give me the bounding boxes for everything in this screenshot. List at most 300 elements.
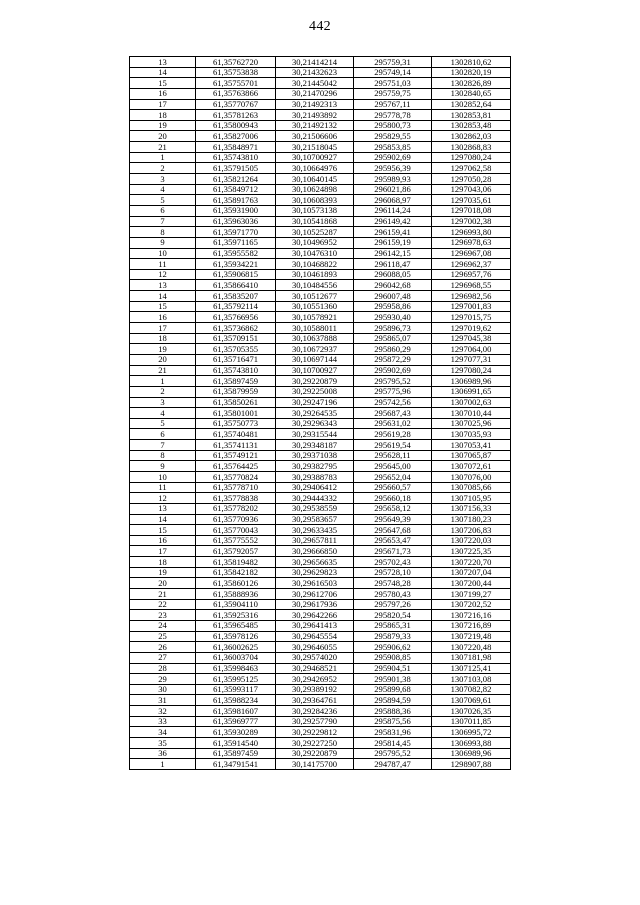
x-coordinate-cell: 295904,51 [354, 663, 432, 674]
y-coordinate-cell: 1307072,61 [432, 461, 511, 472]
x-coordinate-cell: 295649,39 [354, 514, 432, 525]
x-coordinate-cell: 295619,28 [354, 429, 432, 440]
latitude-cell: 61,35801001 [196, 408, 276, 419]
table-row [130, 78, 511, 89]
longitude-cell: 30,10700927 [276, 152, 354, 163]
y-coordinate-cell: 1306989,96 [432, 748, 511, 759]
longitude-cell: 30,29229812 [276, 727, 354, 738]
x-coordinate-cell: 295780,43 [354, 589, 432, 600]
longitude-cell: 30,29371038 [276, 450, 354, 461]
longitude-cell: 30,29666850 [276, 546, 354, 557]
table-row [130, 354, 511, 365]
point-number-cell: 12 [130, 269, 196, 280]
x-coordinate-cell: 295749,14 [354, 67, 432, 78]
x-coordinate-cell: 295797,26 [354, 599, 432, 610]
latitude-cell: 61,35778710 [196, 482, 276, 493]
y-coordinate-cell: 1307002,63 [432, 397, 511, 408]
longitude-cell: 30,29296343 [276, 418, 354, 429]
x-coordinate-cell: 295829,55 [354, 131, 432, 142]
y-coordinate-cell: 1302862,03 [432, 131, 511, 142]
latitude-cell: 61,35775552 [196, 535, 276, 546]
y-coordinate-cell: 1297050,28 [432, 174, 511, 185]
x-coordinate-cell: 296159,19 [354, 237, 432, 248]
longitude-cell: 30,29225008 [276, 386, 354, 397]
x-coordinate-cell: 295652,04 [354, 471, 432, 482]
point-number-cell: 12 [130, 493, 196, 504]
longitude-cell: 30,10551360 [276, 301, 354, 312]
x-coordinate-cell: 296149,42 [354, 216, 432, 227]
y-coordinate-cell: 1297080,24 [432, 152, 511, 163]
latitude-cell: 61,35993117 [196, 684, 276, 695]
y-coordinate-cell: 1307026,35 [432, 706, 511, 717]
point-number-cell: 5 [130, 418, 196, 429]
point-number-cell: 6 [130, 205, 196, 216]
y-coordinate-cell: 1302868,83 [432, 142, 511, 153]
latitude-cell: 61,35835207 [196, 291, 276, 302]
y-coordinate-cell: 1297002,38 [432, 216, 511, 227]
x-coordinate-cell: 295728,10 [354, 567, 432, 578]
point-number-cell: 15 [130, 78, 196, 89]
longitude-cell: 30,10608393 [276, 195, 354, 206]
latitude-cell: 61,35755701 [196, 78, 276, 89]
table-row [130, 365, 511, 376]
latitude-cell: 61,35736862 [196, 323, 276, 334]
y-coordinate-cell: 1307076,00 [432, 471, 511, 482]
point-number-cell: 19 [130, 344, 196, 355]
table-row [130, 440, 511, 451]
table-row [130, 259, 511, 270]
latitude-cell: 61,35749121 [196, 450, 276, 461]
y-coordinate-cell: 1296962,37 [432, 259, 511, 270]
y-coordinate-cell: 1297015,75 [432, 312, 511, 323]
longitude-cell: 30,29616503 [276, 578, 354, 589]
longitude-cell: 30,29382795 [276, 461, 354, 472]
longitude-cell: 30,29220879 [276, 748, 354, 759]
latitude-cell: 61,35850261 [196, 397, 276, 408]
latitude-cell: 61,35770936 [196, 514, 276, 525]
table-row [130, 291, 511, 302]
table-row [130, 418, 511, 429]
table-row [130, 163, 511, 174]
longitude-cell: 30,10578921 [276, 312, 354, 323]
table-row [130, 67, 511, 78]
latitude-cell: 61,35995125 [196, 674, 276, 685]
table-row [130, 727, 511, 738]
y-coordinate-cell: 1307181,98 [432, 652, 511, 663]
longitude-cell: 30,29389192 [276, 684, 354, 695]
point-number-cell: 35 [130, 738, 196, 749]
point-number-cell: 16 [130, 535, 196, 546]
table-row [130, 503, 511, 514]
x-coordinate-cell: 295660,57 [354, 482, 432, 493]
latitude-cell: 61,35763866 [196, 88, 276, 99]
table-row [130, 525, 511, 536]
table-row [130, 312, 511, 323]
table-row [130, 301, 511, 312]
longitude-cell: 30,29642266 [276, 610, 354, 621]
y-coordinate-cell: 1307220,03 [432, 535, 511, 546]
longitude-cell: 30,10573138 [276, 205, 354, 216]
y-coordinate-cell: 1307156,33 [432, 503, 511, 514]
y-coordinate-cell: 1307216,89 [432, 620, 511, 631]
y-coordinate-cell: 1306991,65 [432, 386, 511, 397]
table-row [130, 280, 511, 291]
table-row [130, 620, 511, 631]
longitude-cell: 30,29657811 [276, 535, 354, 546]
latitude-cell: 61,36003704 [196, 652, 276, 663]
table-row [130, 759, 511, 770]
x-coordinate-cell: 295660,18 [354, 493, 432, 504]
latitude-cell: 61,35740481 [196, 429, 276, 440]
longitude-cell: 30,14175700 [276, 759, 354, 770]
longitude-cell: 30,10461893 [276, 269, 354, 280]
point-number-cell: 25 [130, 631, 196, 642]
latitude-cell: 61,35971165 [196, 237, 276, 248]
y-coordinate-cell: 1296957,76 [432, 269, 511, 280]
longitude-cell: 30,10484556 [276, 280, 354, 291]
y-coordinate-cell: 1302853,48 [432, 120, 511, 131]
y-coordinate-cell: 1306989,96 [432, 376, 511, 387]
longitude-cell: 30,29641413 [276, 620, 354, 631]
longitude-cell: 30,10476310 [276, 248, 354, 259]
table-row [130, 333, 511, 344]
x-coordinate-cell: 295795,52 [354, 376, 432, 387]
latitude-cell: 61,35753838 [196, 67, 276, 78]
latitude-cell: 61,35764425 [196, 461, 276, 472]
longitude-cell: 30,29574020 [276, 652, 354, 663]
table-row [130, 738, 511, 749]
longitude-cell: 30,29629823 [276, 567, 354, 578]
y-coordinate-cell: 1307053,41 [432, 440, 511, 451]
point-number-cell: 1 [130, 376, 196, 387]
x-coordinate-cell: 295619,54 [354, 440, 432, 451]
latitude-cell: 61,35778838 [196, 493, 276, 504]
longitude-cell: 30,21445042 [276, 78, 354, 89]
y-coordinate-cell: 1307216,16 [432, 610, 511, 621]
latitude-cell: 61,35981607 [196, 706, 276, 717]
latitude-cell: 61,35792114 [196, 301, 276, 312]
y-coordinate-cell: 1307225,35 [432, 546, 511, 557]
page-number: 442 [309, 19, 331, 34]
longitude-cell: 30,29364761 [276, 695, 354, 706]
latitude-cell: 61,35969777 [196, 716, 276, 727]
longitude-cell: 30,10672937 [276, 344, 354, 355]
latitude-cell: 61,35770767 [196, 99, 276, 110]
point-number-cell: 1 [130, 152, 196, 163]
y-coordinate-cell: 1302810,62 [432, 57, 511, 68]
table-row [130, 695, 511, 706]
point-number-cell: 18 [130, 333, 196, 344]
x-coordinate-cell: 295647,68 [354, 525, 432, 536]
point-number-cell: 13 [130, 280, 196, 291]
table-row [130, 599, 511, 610]
longitude-cell: 30,29426952 [276, 674, 354, 685]
x-coordinate-cell: 295631,02 [354, 418, 432, 429]
latitude-cell: 61,35770824 [196, 471, 276, 482]
latitude-cell: 61,35914540 [196, 738, 276, 749]
y-coordinate-cell: 1297062,58 [432, 163, 511, 174]
y-coordinate-cell: 1307065,87 [432, 450, 511, 461]
latitude-cell: 61,35762720 [196, 57, 276, 68]
y-coordinate-cell: 1307035,93 [432, 429, 511, 440]
y-coordinate-cell: 1307125,41 [432, 663, 511, 674]
y-coordinate-cell: 1296993,80 [432, 227, 511, 238]
x-coordinate-cell: 295930,40 [354, 312, 432, 323]
longitude-cell: 30,29645554 [276, 631, 354, 642]
x-coordinate-cell: 296088,05 [354, 269, 432, 280]
latitude-cell: 61,35800943 [196, 120, 276, 131]
x-coordinate-cell: 295906,62 [354, 642, 432, 653]
longitude-cell: 30,10664976 [276, 163, 354, 174]
y-coordinate-cell: 1297018,08 [432, 205, 511, 216]
longitude-cell: 30,10512677 [276, 291, 354, 302]
table-row [130, 716, 511, 727]
y-coordinate-cell: 1307180,23 [432, 514, 511, 525]
table-row [130, 429, 511, 440]
table-row [130, 142, 511, 153]
x-coordinate-cell: 295778,78 [354, 110, 432, 121]
point-number-cell: 7 [130, 440, 196, 451]
x-coordinate-cell: 295742,56 [354, 397, 432, 408]
table-row [130, 237, 511, 248]
point-number-cell: 33 [130, 716, 196, 727]
latitude-cell: 61,35842182 [196, 567, 276, 578]
table-row [130, 461, 511, 472]
point-number-cell: 1 [130, 759, 196, 770]
table-row [130, 642, 511, 653]
point-number-cell: 2 [130, 386, 196, 397]
point-number-cell: 21 [130, 365, 196, 376]
point-number-cell: 17 [130, 323, 196, 334]
x-coordinate-cell: 295645,00 [354, 461, 432, 472]
table-row [130, 535, 511, 546]
longitude-cell: 30,10541868 [276, 216, 354, 227]
x-coordinate-cell: 295702,43 [354, 557, 432, 568]
y-coordinate-cell: 1307085,66 [432, 482, 511, 493]
longitude-cell: 30,29538559 [276, 503, 354, 514]
y-coordinate-cell: 1302852,64 [432, 99, 511, 110]
latitude-cell: 61,35819482 [196, 557, 276, 568]
longitude-cell: 30,21518045 [276, 142, 354, 153]
point-number-cell: 5 [130, 195, 196, 206]
longitude-cell: 30,29444332 [276, 493, 354, 504]
point-number-cell: 20 [130, 131, 196, 142]
latitude-cell: 61,35965485 [196, 620, 276, 631]
point-number-cell: 18 [130, 557, 196, 568]
table-row [130, 99, 511, 110]
x-coordinate-cell: 295956,39 [354, 163, 432, 174]
longitude-cell: 30,10496952 [276, 237, 354, 248]
table-row [130, 120, 511, 131]
table-row [130, 184, 511, 195]
point-number-cell: 24 [130, 620, 196, 631]
table-row [130, 706, 511, 717]
point-number-cell: 17 [130, 546, 196, 557]
latitude-cell: 61,35930289 [196, 727, 276, 738]
point-number-cell: 21 [130, 589, 196, 600]
y-coordinate-cell: 1302840,65 [432, 88, 511, 99]
longitude-cell: 30,21432623 [276, 67, 354, 78]
point-number-cell: 11 [130, 259, 196, 270]
table-row [130, 248, 511, 259]
point-number-cell: 2 [130, 163, 196, 174]
latitude-cell: 61,35750773 [196, 418, 276, 429]
latitude-cell: 61,35888936 [196, 589, 276, 600]
point-number-cell: 11 [130, 482, 196, 493]
x-coordinate-cell: 295767,11 [354, 99, 432, 110]
point-number-cell: 36 [130, 748, 196, 759]
y-coordinate-cell: 1297001,83 [432, 301, 511, 312]
latitude-cell: 61,35978126 [196, 631, 276, 642]
point-number-cell: 13 [130, 503, 196, 514]
point-number-cell: 3 [130, 397, 196, 408]
x-coordinate-cell: 295687,43 [354, 408, 432, 419]
table-row [130, 110, 511, 121]
y-coordinate-cell: 1297045,38 [432, 333, 511, 344]
longitude-cell: 30,10697144 [276, 354, 354, 365]
longitude-cell: 30,29284236 [276, 706, 354, 717]
latitude-cell: 61,35925316 [196, 610, 276, 621]
x-coordinate-cell: 295865,07 [354, 333, 432, 344]
longitude-cell: 30,29468521 [276, 663, 354, 674]
point-number-cell: 10 [130, 471, 196, 482]
x-coordinate-cell: 295814,45 [354, 738, 432, 749]
point-number-cell: 9 [130, 237, 196, 248]
latitude-cell: 61,35860126 [196, 578, 276, 589]
x-coordinate-cell: 295820,54 [354, 610, 432, 621]
x-coordinate-cell: 295958,86 [354, 301, 432, 312]
y-coordinate-cell: 1297080,24 [432, 365, 511, 376]
longitude-cell: 30,29247196 [276, 397, 354, 408]
x-coordinate-cell: 295894,59 [354, 695, 432, 706]
latitude-cell: 61,35897459 [196, 376, 276, 387]
longitude-cell: 30,29612706 [276, 589, 354, 600]
x-coordinate-cell: 295759,31 [354, 57, 432, 68]
point-number-cell: 18 [130, 110, 196, 121]
table-row [130, 663, 511, 674]
point-number-cell: 20 [130, 354, 196, 365]
latitude-cell: 61,35934221 [196, 259, 276, 270]
table-row [130, 216, 511, 227]
latitude-cell: 61,35716471 [196, 354, 276, 365]
longitude-cell: 30,29633435 [276, 525, 354, 536]
longitude-cell: 30,29264535 [276, 408, 354, 419]
longitude-cell: 30,10700927 [276, 365, 354, 376]
latitude-cell: 61,35821264 [196, 174, 276, 185]
x-coordinate-cell: 295628,11 [354, 450, 432, 461]
table-row [130, 205, 511, 216]
latitude-cell: 61,35998463 [196, 663, 276, 674]
table-row [130, 514, 511, 525]
longitude-cell: 30,29315544 [276, 429, 354, 440]
x-coordinate-cell: 296159,41 [354, 227, 432, 238]
point-number-cell: 30 [130, 684, 196, 695]
x-coordinate-cell: 295671,73 [354, 546, 432, 557]
x-coordinate-cell: 296021,86 [354, 184, 432, 195]
latitude-cell: 61,36002625 [196, 642, 276, 653]
y-coordinate-cell: 1297077,31 [432, 354, 511, 365]
latitude-cell: 61,35971770 [196, 227, 276, 238]
y-coordinate-cell: 1296982,56 [432, 291, 511, 302]
x-coordinate-cell: 295748,28 [354, 578, 432, 589]
x-coordinate-cell: 295795,52 [354, 748, 432, 759]
latitude-cell: 61,35741131 [196, 440, 276, 451]
y-coordinate-cell: 1296968,55 [432, 280, 511, 291]
latitude-cell: 61,35848971 [196, 142, 276, 153]
table-row [130, 195, 511, 206]
point-number-cell: 32 [130, 706, 196, 717]
x-coordinate-cell: 296142,15 [354, 248, 432, 259]
latitude-cell: 61,35988234 [196, 695, 276, 706]
x-coordinate-cell: 295865,31 [354, 620, 432, 631]
y-coordinate-cell: 1307011,85 [432, 716, 511, 727]
table-row [130, 482, 511, 493]
point-number-cell: 15 [130, 301, 196, 312]
table-row [130, 152, 511, 163]
latitude-cell: 61,35778202 [196, 503, 276, 514]
latitude-cell: 61,35963036 [196, 216, 276, 227]
y-coordinate-cell: 1307202,52 [432, 599, 511, 610]
longitude-cell: 30,10588011 [276, 323, 354, 334]
x-coordinate-cell: 295860,29 [354, 344, 432, 355]
point-number-cell: 3 [130, 174, 196, 185]
longitude-cell: 30,10468822 [276, 259, 354, 270]
latitude-cell: 61,35879959 [196, 386, 276, 397]
point-number-cell: 6 [130, 429, 196, 440]
latitude-cell: 61,35743810 [196, 152, 276, 163]
y-coordinate-cell: 1307220,48 [432, 642, 511, 653]
longitude-cell: 30,21492313 [276, 99, 354, 110]
table-row [130, 589, 511, 600]
x-coordinate-cell: 295899,68 [354, 684, 432, 695]
point-number-cell: 8 [130, 227, 196, 238]
point-number-cell: 13 [130, 57, 196, 68]
point-number-cell: 31 [130, 695, 196, 706]
y-coordinate-cell: 1307010,44 [432, 408, 511, 419]
x-coordinate-cell: 295875,56 [354, 716, 432, 727]
table-row [130, 631, 511, 642]
longitude-cell: 30,29257790 [276, 716, 354, 727]
table-row [130, 131, 511, 142]
y-coordinate-cell: 1296967,08 [432, 248, 511, 259]
longitude-cell: 30,29646055 [276, 642, 354, 653]
x-coordinate-cell: 295888,36 [354, 706, 432, 717]
y-coordinate-cell: 1297019,62 [432, 323, 511, 334]
longitude-cell: 30,10525287 [276, 227, 354, 238]
x-coordinate-cell: 295658,12 [354, 503, 432, 514]
point-number-cell: 16 [130, 88, 196, 99]
table-row [130, 557, 511, 568]
table-row [130, 376, 511, 387]
point-number-cell: 28 [130, 663, 196, 674]
coordinates-table [129, 56, 511, 770]
latitude-cell: 61,35906815 [196, 269, 276, 280]
point-number-cell: 21 [130, 142, 196, 153]
y-coordinate-cell: 1306993,88 [432, 738, 511, 749]
x-coordinate-cell: 295800,73 [354, 120, 432, 131]
latitude-cell: 61,35770043 [196, 525, 276, 536]
table-row [130, 408, 511, 419]
point-number-cell: 19 [130, 567, 196, 578]
y-coordinate-cell: 1307069,61 [432, 695, 511, 706]
latitude-cell: 61,35792057 [196, 546, 276, 557]
x-coordinate-cell: 294787,47 [354, 759, 432, 770]
longitude-cell: 30,21493892 [276, 110, 354, 121]
table-row [130, 397, 511, 408]
y-coordinate-cell: 1307200,44 [432, 578, 511, 589]
longitude-cell: 30,21492132 [276, 120, 354, 131]
table-row [130, 748, 511, 759]
